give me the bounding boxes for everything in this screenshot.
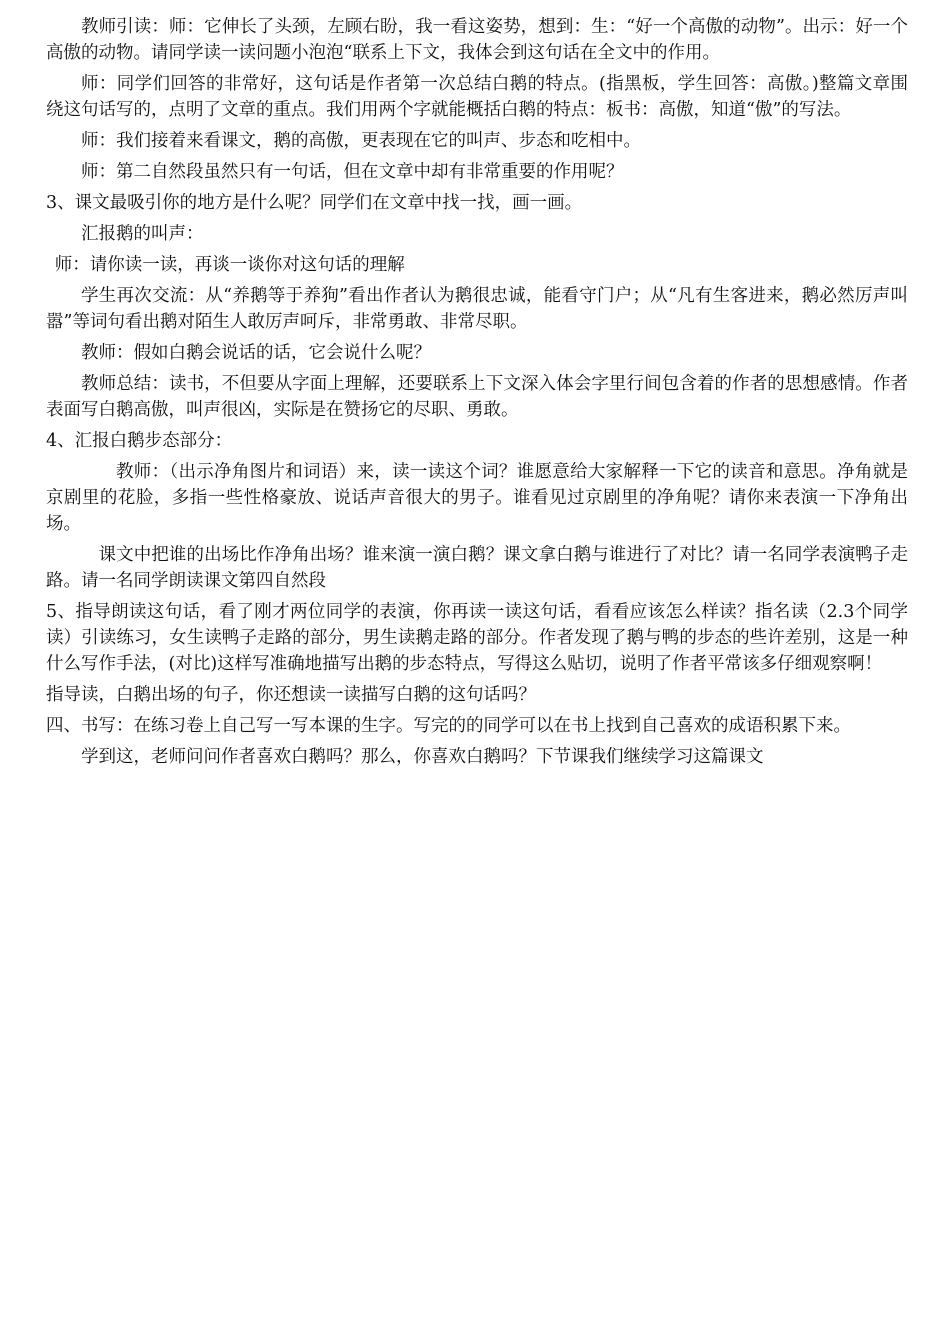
paragraph-step-4: 4、汇报白鹅步态部分：	[46, 431, 233, 451]
paragraph-step-5: 5、指导朗读这句话，看了刚才两位同学的表演，你再读一读这句话，看看应该怎么样读？指名读（2.3个同学读）引读练习，女生读鸭子走路的部分，男生读鹅走路的部分。作者发现了鹅与鸭的步态的些许差别，这是一种什么写作手法，(对比)这样写准确地描写出鹅的步态特点，写得这么贴切，说明了作者平常该多仔细观察啊！	[46, 602, 908, 674]
paragraph-call-gait-eating: 师：我们接着来看课文，鹅的高傲，更表现在它的叫声、步态和吃相中。	[81, 131, 641, 151]
paragraph-step-3: 3、课文最吸引你的地方是什么呢？同学们在文章中找一找，画一画。	[46, 193, 583, 213]
paragraph-read-and-discuss: 师：请你读一读，再谈一谈你对这句话的理解	[54, 255, 405, 275]
paragraph-if-goose-speaks: 教师：假如白鹅会说话的话，它会说什么呢？	[81, 343, 431, 363]
paragraph-report-call: 汇报鹅的叫声：	[81, 224, 204, 244]
document-body	[46, 14, 908, 775]
paragraph-student-exchange: 学生再次交流：从“养鹅等于养狗”看出作者认为鹅很忠诚，能看守门户；从“凡有生客进来，鹅必然厉声叫嚣”等词句看出鹅对陌生人敢厉声呵斥，非常勇敢、非常尽职。	[46, 286, 908, 332]
paragraph-writing: 四、书写：在练习卷上自己写一写本课的生字。写完的的同学可以在书上找到自己喜欢的成语积累下来。	[46, 716, 851, 736]
paragraph-teacher-summary: 教师总结：读书，不但要从字面上理解，还要联系上下文深入体会字里行间包含着的作者的思想感情。作者表面写白鹅高傲，叫声很凶，实际是在赞扬它的尽职、勇敢。	[46, 374, 908, 420]
paragraph-summary-proud: 师：同学们回答的非常好，这句话是作者第一次总结白鹅的特点。(指黑板，学生回答：高傲。)整篇文章围绕这句话写的，点明了文章的重点。我们用两个字就能概括白鹅的特点：板书：高傲，知道“傲”的写法。	[46, 74, 908, 120]
paragraph-comparison: 课文中把谁的出场比作净角出场？谁来演一演白鹅？课文拿白鹅与谁进行了对比？请一名同学表演鸭子走路。请一名同学朗读课文第四自然段	[46, 545, 908, 591]
paragraph-guided-reading: 指导读，白鹅出场的句子，你还想读一读描写白鹅的这句话吗？	[46, 685, 536, 705]
paragraph-second-section-role: 师：第二自然段虽然只有一句话，但在文章中却有非常重要的作用呢？	[81, 162, 624, 182]
paragraph-jingjiao: 教师：（出示净角图片和词语）来，读一读这个词？谁愿意给大家解释一下它的读音和意思。净角就是京剧里的花脸，多指一些性格豪放、说话声音很大的男子。谁看见过京剧里的净角呢？请你来表演一下净角出场。	[46, 462, 908, 534]
paragraph-teacher-guided-reading: 教师引读：师：它伸长了头颈，左顾右盼，我一看这姿势，想到：生：“好一个高傲的动物”。出示：好一个高傲的动物。请同学读一读问题小泡泡“联系上下文，我体会到这句话在全文中的作用。	[46, 17, 908, 63]
paragraph-closing: 学到这，老师问问作者喜欢白鹅吗？那么，你喜欢白鹅吗？下节课我们继续学习这篇课文	[81, 747, 764, 767]
